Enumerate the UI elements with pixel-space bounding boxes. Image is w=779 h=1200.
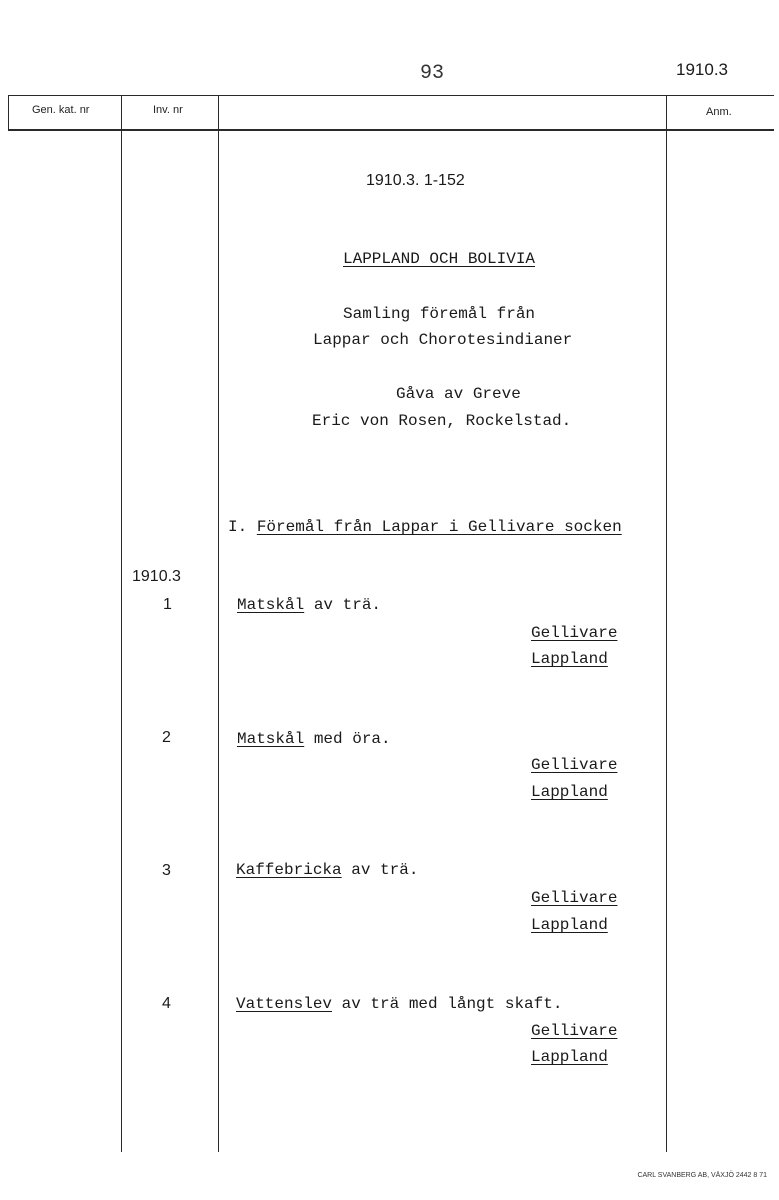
entry-region: Lappland <box>531 650 608 668</box>
entry-region: Lappland <box>531 783 608 801</box>
header-bottom-rule <box>8 129 774 131</box>
entry-description <box>236 861 418 879</box>
entry-description <box>237 730 391 748</box>
entry-object-name: Matskål <box>237 730 305 748</box>
column-divider-3 <box>666 95 667 1152</box>
column-divider-1 <box>121 95 122 1152</box>
entry-place: Gellivare <box>531 1022 618 1040</box>
column-header-inv-nr: Inv. nr <box>153 104 183 116</box>
entry-region: Lappland <box>531 1048 608 1066</box>
donor-line2: Eric von Rosen, Rockelstad. <box>312 412 572 430</box>
left-border <box>8 95 9 131</box>
entry-description <box>237 596 381 614</box>
collection-description-line2: Lappar och Chorotesindianer <box>313 331 573 349</box>
column-divider-2 <box>218 95 219 1152</box>
entry-description <box>236 995 562 1013</box>
entry-object-name: Vattenslev <box>236 995 333 1013</box>
inventory-prefix: 1910.3 <box>132 568 181 585</box>
section-numeral: I. <box>228 518 248 536</box>
entry-object-material: av trä med långt skaft. <box>332 995 563 1013</box>
section-heading <box>228 518 622 536</box>
entry-number: 2 <box>162 729 171 746</box>
entry-number: 1 <box>163 596 172 613</box>
header-top-rule <box>8 95 774 96</box>
entry-object-material: av trä. <box>341 861 419 879</box>
entry-number: 3 <box>162 862 171 879</box>
entry-object-material: med öra. <box>304 730 391 748</box>
entry-place: Gellivare <box>531 889 618 907</box>
page-number: 93 <box>420 62 445 85</box>
column-header-anm: Anm. <box>706 106 732 118</box>
entry-object-name: Matskål <box>237 596 305 614</box>
entry-object-material: av trä. <box>304 596 382 614</box>
section-title: Föremål från Lappar i Gellivare socken <box>256 518 622 536</box>
entry-object-name: Kaffebricka <box>236 861 342 879</box>
column-header-gen-kat-nr: Gen. kat. nr <box>32 104 90 116</box>
entry-place: Gellivare <box>531 624 618 642</box>
printer-mark: CARL SVANBERG AB, VÄXJÖ 2442 8 71 <box>637 1172 767 1179</box>
collection-range: 1910.3. 1-152 <box>366 172 465 189</box>
collection-description-line1: Samling föremål från <box>343 305 536 323</box>
donor-line1: Gåva av Greve <box>396 385 521 403</box>
entry-place: Gellivare <box>531 756 618 774</box>
collection-title: LAPPLAND OCH BOLIVIA <box>343 250 536 268</box>
entry-number: 4 <box>162 995 171 1012</box>
entry-region: Lappland <box>531 916 608 934</box>
header-reference: 1910.3 <box>676 60 728 79</box>
